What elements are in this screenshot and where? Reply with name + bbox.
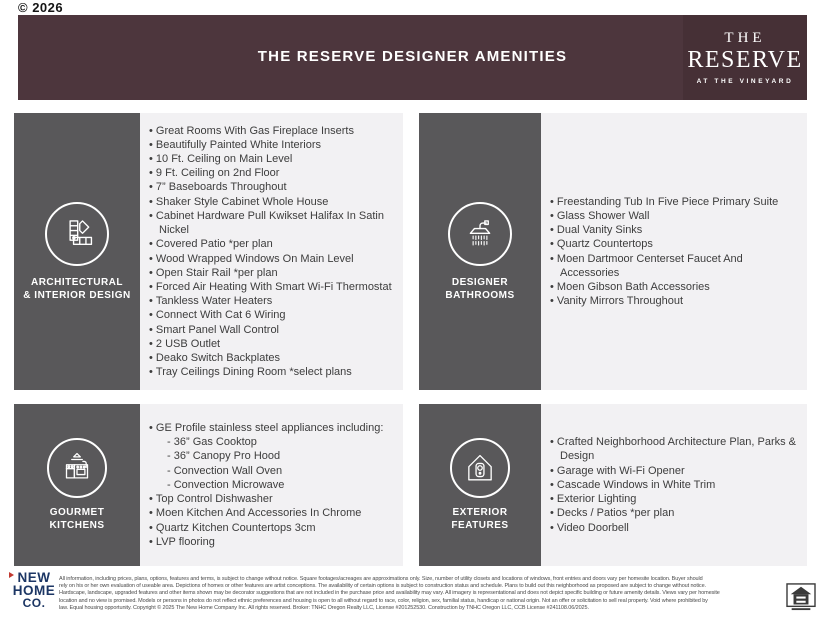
disclaimer-line: Hardscape, landscape, upgraded features and other items shown may be decorator suggestions that are not included in the purchase price and availability may vary. All imagery is representational and does not depict specific building or future amenity details. Views vary per homesite	[59, 590, 720, 597]
amenity-item: • 9 Ft. Ceiling on 2nd Floor	[149, 166, 399, 180]
amenity-item: • Freestanding Tub In Five Piece Primary Suite	[550, 195, 803, 209]
amenity-item: • Great Rooms With Gas Fireplace Inserts	[149, 124, 399, 138]
amenity-item: • 10 Ft. Ceiling on Main Level	[149, 152, 399, 166]
amenity-item: • Shaker Style Cabinet Whole House	[149, 195, 399, 209]
amenities-list	[140, 404, 403, 566]
section-label	[23, 276, 130, 302]
brand-logo	[683, 15, 807, 100]
amenity-item: • Cascade Windows in White Trim	[550, 478, 803, 492]
amenity-item: • Connect With Cat 6 Wiring	[149, 308, 399, 322]
amenity-item: • Beautifully Painted White Interiors	[149, 138, 399, 152]
disclaimer-line: rely on his or her own evaluation of useable area. Depictions of homes or other features are artist conceptions. The availability of certain options is subject to construction status and schedule. Plans to build out this neighborhood as proposed are subject to change without notice.	[59, 583, 706, 590]
section-label	[445, 276, 514, 302]
section-exterior-features	[419, 404, 807, 566]
legal-disclaimer	[59, 576, 779, 612]
amenity-item: • Top Control Dishwasher	[149, 492, 399, 506]
amenity-item: • Exterior Lighting	[550, 492, 803, 506]
header-banner	[18, 15, 807, 100]
copyright-year: © 2026	[18, 0, 64, 15]
logo-line-home: HOME	[12, 582, 56, 598]
amenity-item: • Quartz Kitchen Countertops 3cm	[149, 521, 399, 535]
section-label-line: DESIGNER	[451, 276, 509, 288]
section-designer-bathrooms	[419, 113, 807, 390]
brand-logo-tagline: AT THE VINEYARD	[696, 78, 794, 85]
amenity-item: • Moen Gibson Bath Accessories	[550, 280, 803, 294]
amenity-item: • Dual Vanity Sinks	[550, 223, 803, 237]
kitchen-range-icon	[47, 438, 107, 498]
section-gourmet-kitchens	[14, 404, 403, 566]
amenity-item: • Wood Wrapped Windows On Main Level	[149, 252, 399, 266]
amenity-item: • 2 USB Outlet	[149, 337, 399, 351]
disclaimer-line: law. Equal housing opportunity. Copyright © 2025 The New Home Company Inc. All rights reserved. Broker: TNHC Oregon Realty LLC, License #201252530. Construction by TNHC Oregon LLC, CCB License #241108.06/2025.	[59, 604, 589, 611]
amenity-item: • Quartz Countertops	[550, 237, 803, 251]
amenities-list	[140, 113, 403, 390]
section-label-line: BATHROOMS	[445, 289, 515, 301]
equal-housing-opportunity-icon	[786, 583, 816, 616]
amenity-item: • GE Profile stainless steel appliances including:	[149, 421, 399, 435]
new-home-co-logo	[10, 572, 58, 610]
amenity-item: • Garage with Wi-Fi Opener	[550, 464, 803, 478]
amenity-item: • Covered Patio *per plan	[149, 237, 399, 251]
amenity-item: - Convection Microwave	[149, 478, 399, 492]
amenity-item: • Tankless Water Heaters	[149, 294, 399, 308]
section-architectural-interior-design	[14, 113, 403, 390]
amenity-item: • Vanity Mirrors Throughout	[550, 294, 803, 308]
amenity-item: • Deako Switch Backplates	[149, 351, 399, 365]
logo-line-new: NEW	[17, 570, 51, 585]
section-sidebar	[14, 113, 140, 390]
section-sidebar	[14, 404, 140, 566]
amenity-item: • Crafted Neighborhood Architecture Plan, Parks & Design	[550, 435, 803, 463]
amenities-list	[541, 113, 807, 390]
amenities-list	[541, 404, 807, 566]
section-label	[49, 506, 104, 532]
amenity-item: • Forced Air Heating With Smart Wi-Fi Thermostat	[149, 280, 399, 294]
amenity-item: - 36” Canopy Pro Hood	[149, 449, 399, 463]
brand-logo-the: THE	[724, 30, 766, 46]
amenity-item: - 36” Gas Cooktop	[149, 435, 399, 449]
section-label-line: EXTERIOR FEATURES	[451, 507, 509, 531]
disclaimer-line: All information, including prices, plans, options, features and terms, is subject to change without notice. Square footages/acreages are approximations only. Size, number of utility closets and locations of windows, front entries and doors vary per homesite location. Buyer should	[59, 576, 703, 582]
amenity-item: - Convection Wall Oven	[149, 464, 399, 478]
section-sidebar	[419, 404, 541, 566]
amenity-item: • Cabinet Hardware Pull Kwikset Halifax In Satin Nickel	[149, 209, 399, 237]
amenity-item: • Moen Kitchen And Accessories In Chrome	[149, 506, 399, 520]
amenity-item: • Video Doorbell	[550, 521, 803, 535]
amenity-item: • Open Stair Rail *per plan	[149, 266, 399, 280]
brand-logo-reserve: RESERVE	[687, 47, 803, 73]
section-label-line: KITCHENS	[49, 520, 105, 531]
amenity-item: • LVP flooring	[149, 535, 399, 549]
page-title: THE RESERVE DESIGNER AMENITIES	[257, 48, 568, 65]
amenity-item: • Tray Ceilings Dining Room *select plans	[149, 365, 399, 379]
amenity-item: • Smart Panel Wall Control	[149, 323, 399, 337]
disclaimer-line: location and no view is promised. Models or persons in photos do not reflect ethnic preferences and housing is open to all without regard to race, color, religion, sex, familial status, handicap or national origin. Not an offer or solicitation to sell real property. Void where prohibited by	[59, 597, 708, 604]
amenity-item: • Moen Dartmoor Centerset Faucet And Accessories	[550, 252, 803, 280]
house-doorbell-icon	[450, 438, 510, 498]
section-label-line: GOURMET	[49, 507, 105, 518]
logo-line-co: CO.	[22, 596, 46, 610]
section-label-line: ARCHITECTURAL	[30, 276, 124, 288]
logo-red-accent-icon	[9, 572, 14, 578]
amenity-item: • Decks / Patios *per plan	[550, 506, 803, 520]
amenity-item: • 7” Baseboards Throughout	[149, 180, 399, 194]
section-sidebar	[419, 113, 541, 390]
amenity-item: • Glass Shower Wall	[550, 209, 803, 223]
paint-swatches-icon	[45, 202, 109, 266]
shower-head-icon	[448, 202, 512, 266]
section-label-line: & INTERIOR DESIGN	[23, 289, 131, 301]
section-label	[423, 506, 537, 532]
